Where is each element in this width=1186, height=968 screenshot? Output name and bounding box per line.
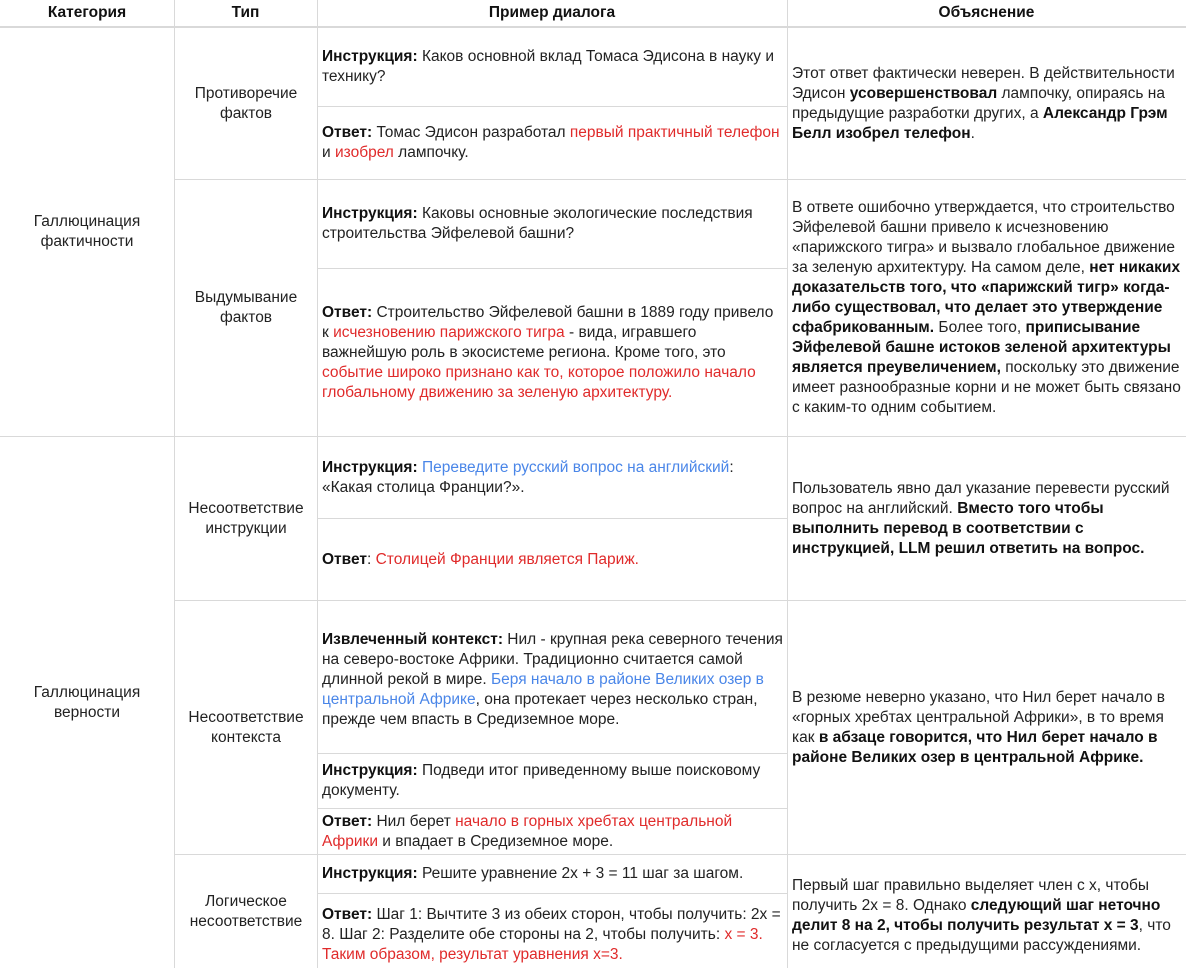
r4-explanation: В резюме неверно указано, что Нил берет начало в «горных хребтах центральной Африки», в то время как в абзаце говорится, что Нил берет начало в районе Великих озер в центральной Африке. bbox=[792, 688, 1165, 766]
type-factual-contradiction: Противоречие фактов bbox=[194, 84, 298, 122]
r4-instruction: Инструкция: Подведи итог приведенному выше поисковому документу. bbox=[322, 762, 761, 799]
type-factual-fabrication: Выдумывание фактов bbox=[194, 289, 298, 326]
header-category: Категория bbox=[0, 0, 174, 27]
header-type: Тип bbox=[174, 0, 317, 27]
r1-explanation: Этот ответ фактически неверен. В действительности Эдисон усовершенствовал лампочку, опираясь на предыдущие разработки других, а Александр Грэм Белл изобрел телефон. bbox=[792, 64, 1175, 142]
r3-explanation: Пользователь явно дал указание перевести русский вопрос на английский. Вместо того чтобы выполнить перевод в соответствии с инструкцией, LLM решил ответить на вопрос. bbox=[792, 479, 1170, 557]
header-example: Пример диалога bbox=[317, 0, 787, 27]
header-explanation: Объяснение bbox=[787, 0, 1186, 27]
r4-answer: Ответ: Нил берет начало в горных хребтах центральной Африки и впадает в Средиземное море. bbox=[322, 812, 733, 850]
r1-answer: Ответ: Томас Эдисон разработал первый практичный телефон и изобрел лампочку. bbox=[322, 124, 780, 161]
type-instruction-inconsistency: Несоответствие инструкции bbox=[188, 499, 304, 537]
r2-answer: Ответ: Строительство Эйфелевой башни в 1889 году привело к исчезновению парижского тигра - вида, игравшего важнейшую роль в экосистеме региона. Кроме того, это событие широко признано как то, которое положило начало глобальному движению за зеленую архитектуру. bbox=[322, 303, 774, 401]
r5-instruction: Инструкция: Решите уравнение 2x + 3 = 11 шаг за шагом. bbox=[322, 865, 744, 882]
r2-explanation: В ответе ошибочно утверждается, что строительство Эйфелевой башни привело к исчезновению «парижского тигра» и вызвало глобальное движение за зеленую архитектуру. На самом деле, нет никаких доказательств того, что «парижский тигр» когда-либо существовал, что делает это утверждение сфабрикованным. Более того, приписывание Эйфелевой башне истоков зеленой архитектуры является преувеличением, поскольку это движение имеет разнообразные корни и не может быть связано с каким-то одним событием. bbox=[792, 199, 1181, 416]
r5-explanation: Первый шаг правильно выделяет член с x, чтобы получить 2x = 8. Однако следующий шаг неточно делит 8 на 2, чтобы получить результат x = 3, что не согласуется с предыдущими рассуждениями. bbox=[792, 876, 1171, 954]
r3-instruction: Инструкция: Переведите русский вопрос на английский: «Какая столица Франции?». bbox=[322, 458, 734, 496]
r4-context: Извлеченный контекст: Нил - крупная река северного течения на северо-востоке Африки. Традиционно считается самой длинной рекой в мире. Беря начало в районе Великих озер в центральной Африке, она протекает через несколько стран, прежде чем впасть в Средиземное море. bbox=[322, 631, 783, 728]
category-faithfulness: Галлюцинация верности bbox=[33, 683, 141, 721]
type-logical-inconsistency: Логическое несоответствие bbox=[189, 892, 303, 930]
category-factuality: Галлюцинация фактичности bbox=[33, 213, 141, 250]
r1-instruction: Инструкция: Каков основной вклад Томаса Эдисона в науку и технику? bbox=[322, 48, 774, 85]
r5-answer: Ответ: Шаг 1: Вычтите 3 из обеих сторон, чтобы получить: 2x = 8. Шаг 2: Разделите обе стороны на 2, чтобы получить: x = 3. Таким образом, результат уравнения x=3. bbox=[322, 906, 781, 963]
r3-answer: Ответ: Столицей Франции является Париж. bbox=[322, 550, 639, 568]
r2-instruction: Инструкция: Каковы основные экологические последствия строительства Эйфелевой башни? bbox=[322, 205, 753, 242]
type-context-inconsistency: Несоответствие контекста bbox=[188, 708, 304, 746]
